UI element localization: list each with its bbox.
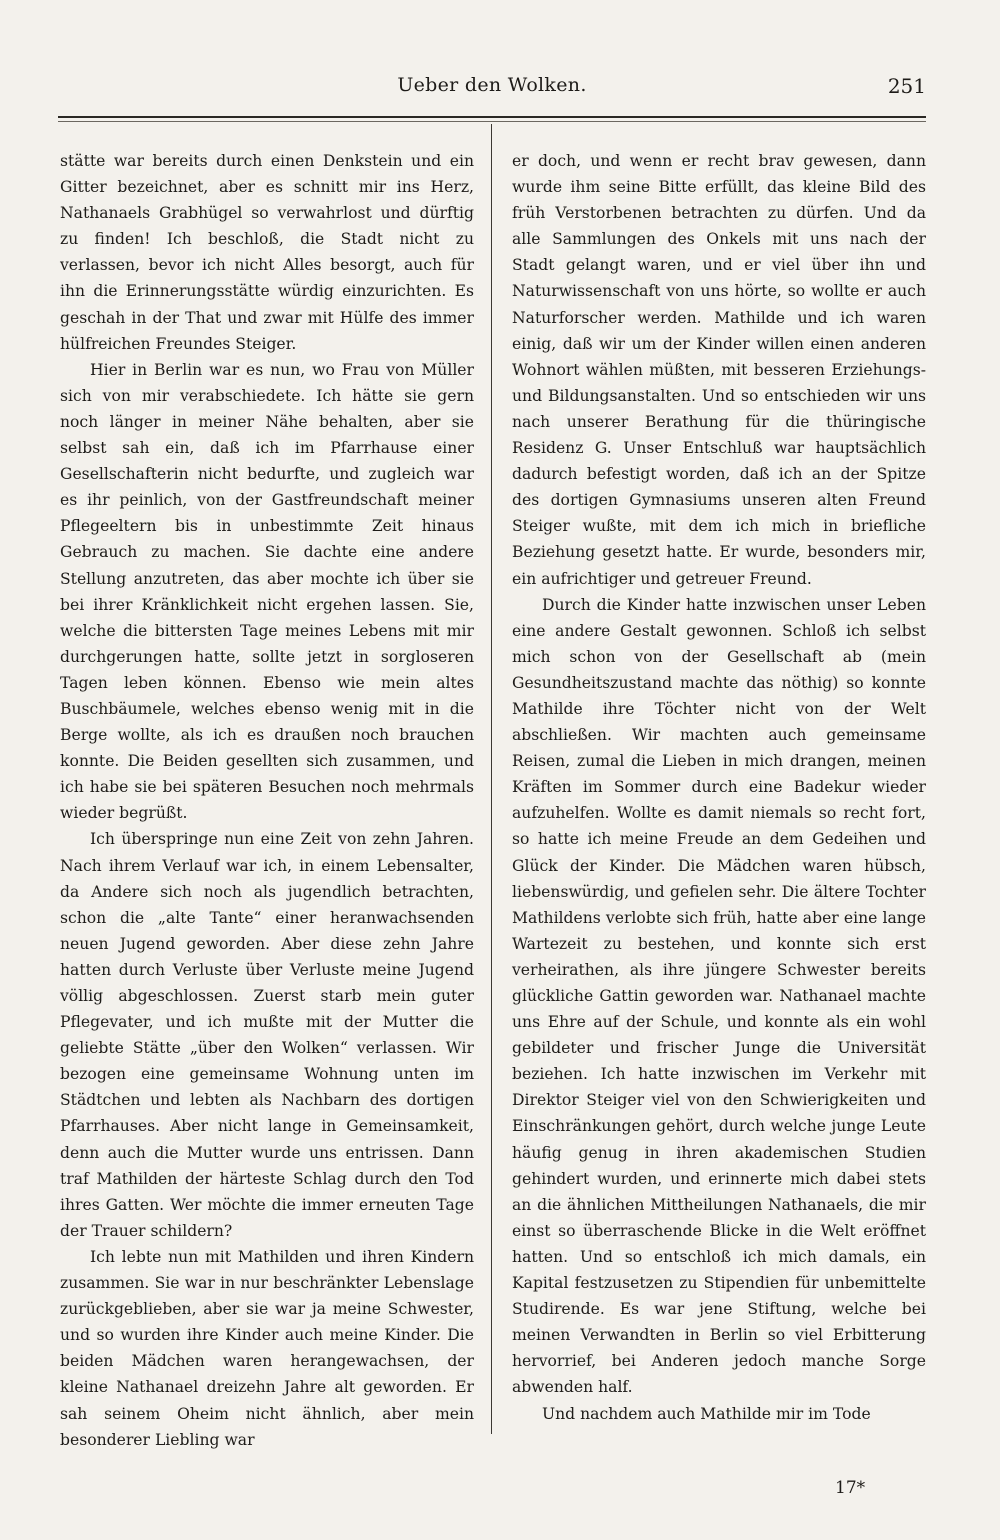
signature-mark: 17* <box>835 1478 866 1498</box>
paragraph: Durch die Kinder hatte inzwischen unser Leben eine andere Gestalt gewonnen. Schloß ich selbst mich schon von der Gesellschaft ab (mein Gesundheitszustand machte das nöthig) so konnte Mathilde ihre Töchter nicht von der Welt abschließen. Wir machten auch gemeinsame Reisen, zumal die Lieben in mich drangen, meinen Kräften im Sommer durch eine Badekur wieder aufzuhelfen. Wollte es damit niemals so recht fort, so hatte ich meine Freude an dem Gedeihen und Glück der Kinder. Die Mädchen waren hübsch, liebenswürdig, und gefielen sehr. Die ältere Tochter Mathildens verlobte sich früh, hatte aber eine lange Wartezeit zu bestehen, und konnte sich erst verheirathen, als ihre jüngere Schwester bereits glückliche Gattin geworden war. Nathanael machte uns Ehre auf der Schule, und konnte als ein wohl gebildeter und frischer Junge die Universität beziehen. Ich hatte inzwischen im Verkehr mit Direktor Steiger viel von den Schwierigkeiten und Einschränkungen gehört, durch welche junge Leute häufig genug in ihren akademischen Studien gehindert wurden, und erinnerte mich dabei stets an die ähnlichen Mittheilungen Nathanaels, die mir einst so überraschende Blicke in die Welt eröffnet hatten. Und so entschloß ich mich damals, ein Kapital festzusetzen zu Stipendien für unbemittelte Studirende. Es war jene Stiftung, welche bei meinen Verwandten in Berlin so viel Erbitterung hervorrief, bei Anderen jedoch manche Sorge abwenden half. <box>512 595 926 1397</box>
page-number: 251 <box>887 74 926 98</box>
page-header <box>58 72 926 108</box>
paragraph: Und nachdem auch Mathilde mir im Tode <box>542 1404 871 1423</box>
right-column <box>512 148 926 1448</box>
left-column <box>60 148 474 1448</box>
paragraph: er doch, und wenn er recht brav gewesen, dann wurde ihm seine Bitte erfüllt, das kleine Bild des früh Verstorbenen betrachten zu dürfen. Und da alle Sammlungen des Onkels mit uns nach der Stadt gelangt waren, und er viel über ihn und Naturwissenschaft von uns hörte, so wollte er auch Naturforscher werden. Mathilde und ich waren einig, daß wir um der Kinder willen einen anderen Wohnort wählen müßten, mit besseren Erziehungs- und Bildungsanstalten. Und so entschieden wir uns nach unserer Berathung für die thüringische Residenz G. Unser Entschluß war hauptsächlich dadurch befestigt worden, daß ich an der Spitze des dortigen Gymnasiums unseren alten Freund Steiger wußte, mit dem ich mich in briefliche Beziehung gesetzt hatte. Er wurde, besonders mir, ein aufrichtiger und getreuer Freund. <box>512 152 926 588</box>
header-rule <box>58 116 926 118</box>
paragraph: stätte war bereits durch einen Denkstein und ein Gitter bezeichnet, aber es schnitt mir ins Herz, Nathanaels Grabhügel so verwahrlost und dürftig zu finden! Ich beschloß, die Stadt nicht zu verlassen, bevor ich nicht Alles besorgt, auch für ihn die Erinnerungsstätte würdig einzurichten. Es geschah in der That und zwar mit Hülfe des immer hülfreichen Freundes Steiger. <box>60 152 474 353</box>
column-divider <box>491 124 492 1434</box>
header-rule-thin <box>58 121 926 122</box>
paragraph: Hier in Berlin war es nun, wo Frau von Müller sich von mir verabschiedete. Ich hätte sie gern noch länger in meiner Nähe behalten, aber sie selbst sah ein, daß ich im Pfarrhause einer Gesellschafterin nicht bedurfte, und zugleich war es ihr peinlich, von der Gastfreundschaft meiner Pflegeeltern bis in unbestimmte Zeit hinaus Gebrauch zu machen. Sie dachte eine andere Stellung anzutreten, das aber mochte ich über sie bei ihrer Kränklichkeit nicht ergehen lassen. Sie, welche die bittersten Tage meines Lebens mit mir durchgerungen hatte, sollte jetzt in sorgloseren Tagen leben können. Ebenso wie mein altes Buschbäumele, welches ebenso wenig mit in die Berge wollte, als ich es draußen noch brauchen konnte. Die Beiden gesellten sich zusammen, und ich habe sie bei späteren Besuchen noch mehrmals wieder begrüßt. <box>60 360 474 823</box>
paragraph: Ich überspringe nun eine Zeit von zehn Jahren. Nach ihrem Verlauf war ich, in einem Lebensalter, da Andere sich noch als jugendlich betrachten, schon die „alte Tante“ einer heranwachsenden neuen Jugend geworden. Aber diese zehn Jahre hatten durch Verluste über Verluste meine Jugend völlig abgeschlossen. Zuerst starb mein guter Pflegevater, und ich mußte mit der Mutter die geliebte Stätte „über den Wolken“ verlassen. Wir bezogen eine gemeinsame Wohnung unten im Städtchen und lebten als Nachbarn des dortigen Pfarrhauses. Aber nicht lange in Gemeinsamkeit, denn auch die Mutter wurde uns entrissen. Dann traf Mathilden der härteste Schlag durch den Tod ihres Gatten. Wer möchte die immer erneuten Tage der Trauer schildern? <box>60 830 474 1240</box>
paragraph: Ich lebte nun mit Mathilden und ihren Kindern zusammen. Sie war in nur beschränkter Lebenslage zurückgeblieben, aber sie war ja meine Schwester, und so wurden ihre Kinder auch meine Kinder. Die beiden Mädchen waren herangewachsen, der kleine Nathanael dreizehn Jahre alt geworden. Er sah seinem Oheim nicht ähnlich, aber mein besonderer Liebling war <box>60 1247 474 1449</box>
running-title: Ueber den Wolken. <box>397 74 587 96</box>
